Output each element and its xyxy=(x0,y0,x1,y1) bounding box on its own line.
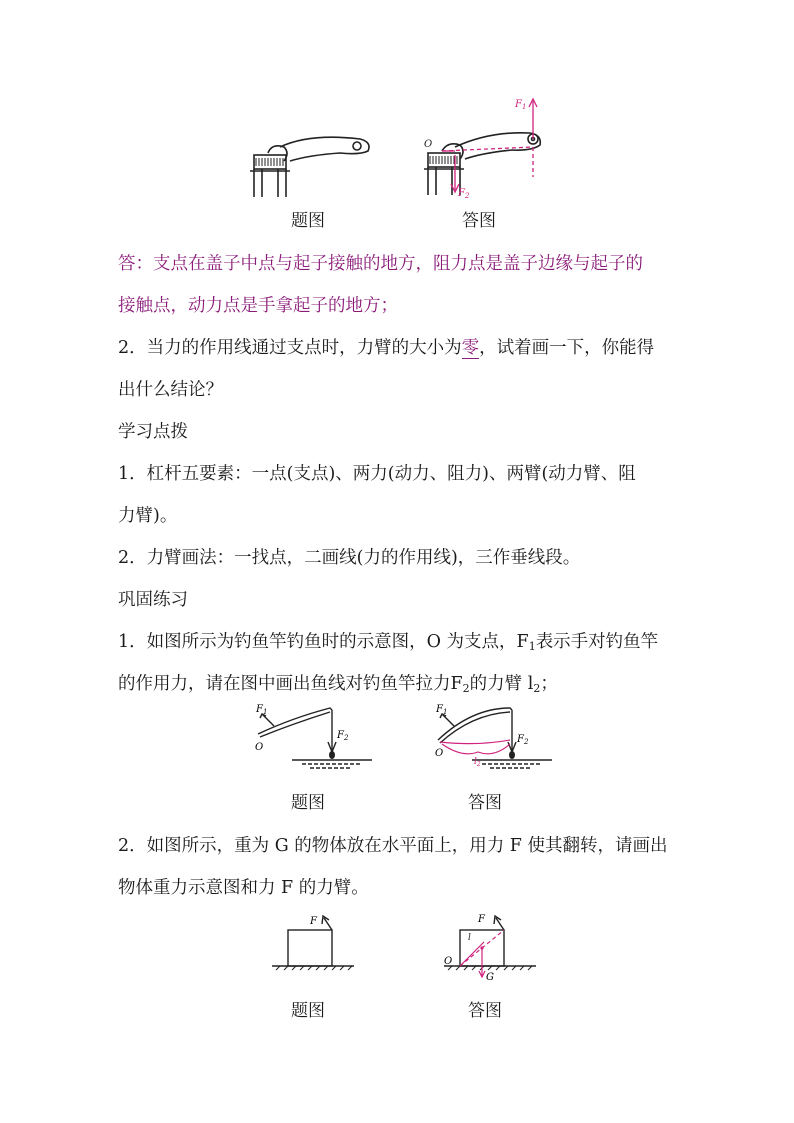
practice-1-line-1: 1．如图所示为钓鱼竿钓鱼时的示意图，O 为支点，$F_1$表示手对钓鱼竿 xyxy=(118,632,659,653)
fig2-q-f2-label: $F_2$ xyxy=(337,730,349,742)
fig3-a-f-label: F xyxy=(478,914,485,925)
fig2-a-l2-label: $l_2$ xyxy=(474,757,481,768)
q2-line-1: 2．当力的作用线通过支点时，力臂的大小为零，试着画一下，你能得 xyxy=(118,338,655,358)
q2-line-2: 出什么结论？ xyxy=(118,380,223,400)
answer-line-2: 接触点，动力点是手拿起子的地方； xyxy=(118,296,398,316)
fig2-caption-question: 题图 xyxy=(291,793,325,813)
fig3-q-f-label: F xyxy=(310,916,317,927)
fig3-a-l-label: l xyxy=(468,933,471,943)
bottle-opener-question-figure xyxy=(240,125,380,200)
fig3-a-o-label: O xyxy=(444,956,453,967)
fig1-caption-answer: 答图 xyxy=(462,211,496,231)
f2-label: $F_2$ xyxy=(458,188,470,200)
fig3-caption-question: 题图 xyxy=(291,1001,325,1021)
fishing-rod-question-figure xyxy=(252,700,372,778)
fig3-a-g-label: G xyxy=(486,972,494,982)
fishing-rod-answer-figure xyxy=(432,700,552,778)
q2-fill-answer: 零 xyxy=(461,338,480,358)
tips-item-1-line-1: 1．杠杆五要素：一点(支点)、两力(动力、阻力)、两臂(动力臂、阻 xyxy=(118,464,636,484)
bottle-opener-answer-figure xyxy=(420,95,560,200)
fig2-q-f1-label: $F_1$ xyxy=(256,704,268,716)
answer-line-1: 答：支点在盖子中点与起子接触的地方，阻力点是盖子边缘与起子的 xyxy=(118,254,643,274)
block-question-figure xyxy=(272,910,354,972)
fig2-a-o-label: O xyxy=(435,748,444,759)
tips-heading: 学习点拨 xyxy=(118,422,188,442)
fulcrum-label: O xyxy=(424,139,433,150)
fig2-a-f2-label: $F_2$ xyxy=(517,734,529,746)
practice-2-line-2: 物体重力示意图和力 F 的力臂。 xyxy=(118,878,369,898)
fig3-caption-answer: 答图 xyxy=(468,1001,502,1021)
f1-label: $F_1$ xyxy=(515,99,527,111)
practice-2-line-1: 2．如图所示，重为 G 的物体放在水平面上，用力 F 使其翻转，请画出 xyxy=(118,836,668,856)
fig1-caption-question: 题图 xyxy=(291,211,325,231)
practice-heading: 巩固练习 xyxy=(118,590,188,610)
fig2-q-o-label: O xyxy=(255,742,264,753)
block-answer-figure xyxy=(440,910,540,982)
practice-1-line-2: 的作用力，请在图中画出鱼线对钓鱼竿拉力$F_2$的力臂 $l_2$； xyxy=(118,674,558,695)
tips-item-1-line-2: 力臂)。 xyxy=(118,506,178,526)
tips-item-2: 2．力臂画法：一找点，二画线(力的作用线)，三作垂线段。 xyxy=(118,548,581,568)
fig2-caption-answer: 答图 xyxy=(468,793,502,813)
fig2-a-f1-label: $F_1$ xyxy=(436,704,448,716)
